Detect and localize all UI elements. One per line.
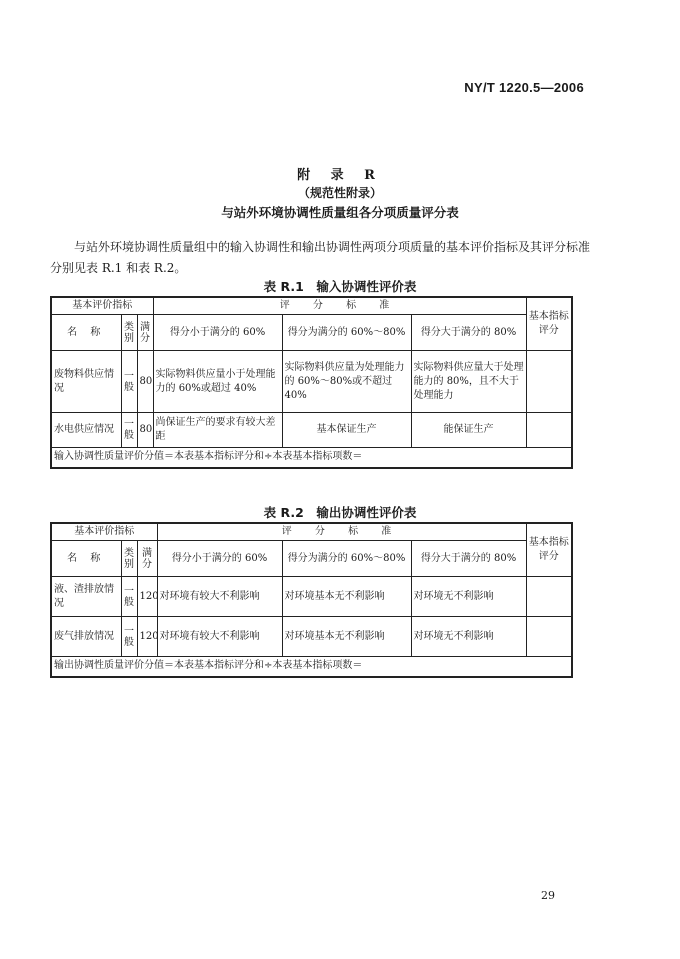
- table-r2: [50, 522, 573, 678]
- indicator-score-cell[interactable]: [526, 617, 572, 657]
- col-indicator-score: 基本指标评分: [526, 523, 572, 577]
- indicator-full-score: 80: [137, 413, 153, 448]
- col-60-80: 得分为满分的 60%～80%: [282, 541, 411, 577]
- criteria-60-80: 实际物料供应量为处理能力的 60%～80%或不超过 40%: [282, 351, 411, 413]
- col-category: 类别: [121, 541, 137, 577]
- col-name: 名 称: [51, 315, 121, 351]
- indicator-category: 一般: [121, 413, 137, 448]
- indicator-name: 液、渣排放情况: [51, 577, 121, 617]
- col-category: 类别: [121, 315, 137, 351]
- intro-paragraph: 与站外环境协调性质量组中的输入协调性和输出协调性两项分项质量的基本评价指标及其评分标准分别见表 R.1 和表 R.2。: [50, 240, 591, 275]
- table-row: [51, 413, 572, 448]
- indicator-category: 一般: [121, 617, 137, 657]
- indicator-score-cell[interactable]: [526, 351, 572, 413]
- group-basic-indicators: 基本评价指标: [51, 297, 153, 315]
- indicator-score-cell[interactable]: [526, 413, 572, 448]
- criteria-60-80: 对环境基本无不利影响: [282, 617, 411, 657]
- indicator-name: 废物料供应情况: [51, 351, 121, 413]
- table-r2-caption: 表 R.2 输出协调性评价表: [263, 505, 417, 520]
- col-full-score: 满分: [137, 541, 157, 577]
- group-basic-indicators: 基本评价指标: [51, 523, 157, 541]
- criteria-less-60: 对环境有较大不利影响: [157, 577, 282, 617]
- table-row: [51, 351, 572, 413]
- criteria-less-60: 尚保证生产的要求有较大差距: [153, 413, 282, 448]
- table-r1-footer: 输入协调性质量评价分值＝本表基本指标评分和÷本表基本指标项数＝: [51, 448, 572, 468]
- criteria-60-80: 对环境基本无不利影响: [282, 577, 411, 617]
- standard-code: NY/T 1220.5—2006: [464, 80, 584, 95]
- criteria-60-80: 基本保证生产: [282, 413, 411, 448]
- indicator-score-cell[interactable]: [526, 577, 572, 617]
- table-r1-caption: 表 R.1 输入协调性评价表: [263, 279, 417, 294]
- indicator-name: 水电供应情况: [51, 413, 121, 448]
- appendix-type: （规范性附录）: [297, 186, 382, 200]
- col-name: 名 称: [51, 541, 121, 577]
- page-number: 29: [541, 889, 555, 902]
- table-r2-footer: 输出协调性质量评价分值＝本表基本指标评分和÷本表基本指标项数＝: [51, 657, 572, 677]
- col-indicator-score: 基本指标评分: [526, 297, 572, 351]
- criteria-more-80: 实际物料供应量大于处理能力的 80%，且不大于处理能力: [411, 351, 526, 413]
- criteria-more-80: 对环境无不利影响: [411, 617, 526, 657]
- col-full-score: 满分: [137, 315, 153, 351]
- table-row: [51, 577, 572, 617]
- indicator-name: 废气排放情况: [51, 617, 121, 657]
- col-more-80: 得分大于满分的 80%: [411, 315, 526, 351]
- indicator-category: 一般: [121, 577, 137, 617]
- criteria-less-60: 对环境有较大不利影响: [157, 617, 282, 657]
- indicator-full-score: 80: [137, 351, 153, 413]
- appendix-label: 附 录 R: [297, 168, 383, 183]
- col-less-60: 得分小于满分的 60%: [153, 315, 282, 351]
- appendix-title: 与站外环境协调性质量组各分项质量评分表: [221, 205, 459, 220]
- col-60-80: 得分为满分的 60%～80%: [282, 315, 411, 351]
- group-criteria: 评 分 标 准: [153, 297, 526, 315]
- criteria-more-80: 对环境无不利影响: [411, 577, 526, 617]
- criteria-less-60: 实际物料供应量小于处理能力的 60%或超过 40%: [153, 351, 282, 413]
- col-less-60: 得分小于满分的 60%: [157, 541, 282, 577]
- table-row: [51, 617, 572, 657]
- indicator-full-score: 120: [137, 577, 157, 617]
- indicator-category: 一般: [121, 351, 137, 413]
- col-more-80: 得分大于满分的 80%: [411, 541, 526, 577]
- criteria-more-80: 能保证生产: [411, 413, 526, 448]
- indicator-full-score: 120: [137, 617, 157, 657]
- group-criteria: 评 分 标 准: [157, 523, 526, 541]
- table-r1: [50, 296, 573, 469]
